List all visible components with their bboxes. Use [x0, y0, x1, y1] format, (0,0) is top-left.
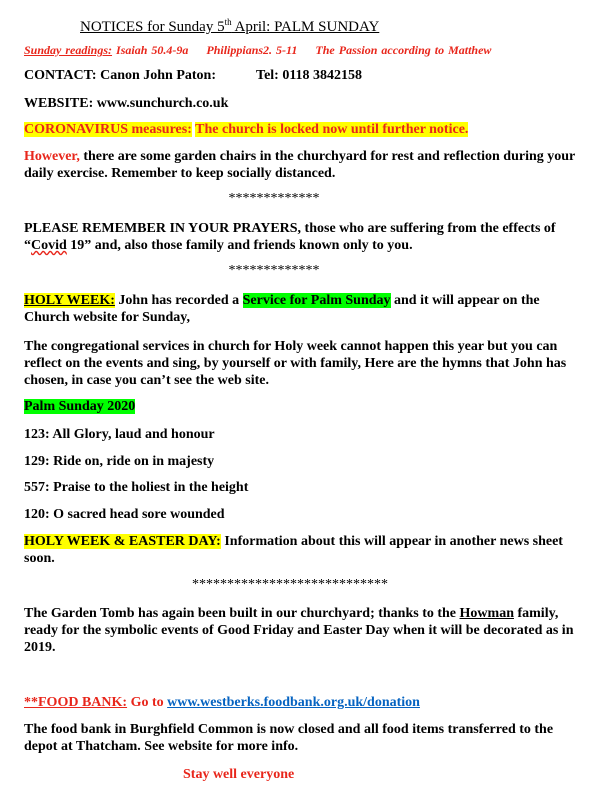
website-line: WEBSITE: www.sunchurch.co.uk — [24, 96, 229, 111]
holy-week-text-end: and it will appear on the Church website for Sunday, — [24, 293, 540, 325]
food-bank-line — [24, 694, 584, 711]
easter-text: Information about this will appear in another news sheet soon. — [24, 534, 563, 566]
contact-line — [24, 67, 584, 84]
page-title — [80, 14, 600, 36]
title-suffix: April: PALM SUNDAY — [231, 19, 380, 35]
congregational-notice: The congregational services in church for Holy week cannot happen this year but you can reflect on the events and sing, by yourself or with family, Here are the hymns that John has chosen, in case you can’t see the web site. — [24, 339, 567, 388]
palm-sunday-title: Palm Sunday 2020 — [24, 399, 136, 414]
contact-phone: Tel: 0118 3842158 — [256, 68, 363, 83]
prayers-text-end: 19” and, also those family and friends known only to you. — [66, 238, 413, 253]
easter-label: HOLY WEEK & EASTER DAY: — [24, 534, 221, 549]
hymn-item: 557: Praise to the holiest in the height — [24, 480, 249, 495]
holy-week-notice — [24, 292, 584, 326]
easter-notice — [24, 533, 584, 567]
coronavirus-text: The church is locked now until further notice. — [195, 122, 469, 137]
palm-sunday-heading — [24, 398, 584, 415]
readings-label: Sunday readings: — [24, 43, 113, 57]
separator-stars-3: **************************** — [192, 577, 388, 592]
garden-text: The Garden Tomb has again been built in our churchyard; thanks to the — [24, 606, 460, 621]
hymn-item: 129: Ride on, ride on in majesty — [24, 454, 215, 469]
holy-week-text: John has recorded a — [114, 293, 243, 308]
food-bank-notice: The food bank in Burghfield Common is now closed and all food items transferred to the depot at Thatcham. See website for more info. — [24, 722, 554, 754]
separator-stars-1: ************* — [228, 191, 320, 206]
coronavirus-notice — [24, 121, 584, 138]
sign-off: Stay well everyone — [183, 767, 295, 782]
coronavirus-label: CORONAVIRUS measures: — [24, 122, 192, 137]
garden-tomb-notice — [24, 605, 584, 656]
garden-family-name: Howman — [459, 606, 514, 621]
prayers-text: PLEASE REMEMBER IN YOUR PRAYERS, those who are suffering from the effects of “ — [24, 221, 556, 253]
reading-2: Philippians2. 5-11 — [206, 43, 298, 57]
contact-label: CONTACT: Canon John Paton: — [24, 68, 217, 83]
hymn-item: 120: O sacred head sore wounded — [24, 507, 225, 522]
holy-week-label: HOLY WEEK: — [24, 293, 115, 308]
palm-sunday-service: Service for Palm Sunday — [242, 293, 391, 308]
title-text: NOTICES for Sunday 5 — [80, 19, 225, 35]
hymn-item: 123: All Glory, laud and honour — [24, 427, 215, 442]
sunday-readings — [24, 42, 584, 59]
reading-1: Isaiah 50.4-9a — [116, 43, 189, 57]
reading-3: The Passion according to Matthew — [315, 43, 492, 57]
food-bank-goto: Go to — [127, 695, 168, 710]
however-lead: However, — [24, 149, 80, 164]
however-text: there are some garden chairs in the churchyard for rest and reflection during your daily exercise. Remember to keep socially distanced. — [24, 149, 576, 181]
garden-chairs-notice — [24, 148, 584, 182]
food-bank-label: **FOOD BANK: — [24, 695, 128, 710]
separator-stars-2: ************* — [228, 263, 320, 278]
prayers-notice — [24, 220, 584, 254]
food-bank-link[interactable]: www.westberks.foodbank.org.uk/donation — [167, 695, 420, 710]
garden-text-end: family, ready for the symbolic events of Good Friday and Easter Day when it will be decorated as in 2019. — [24, 606, 574, 655]
prayers-covid: Covid — [31, 238, 67, 253]
title-superscript: th — [224, 17, 232, 27]
